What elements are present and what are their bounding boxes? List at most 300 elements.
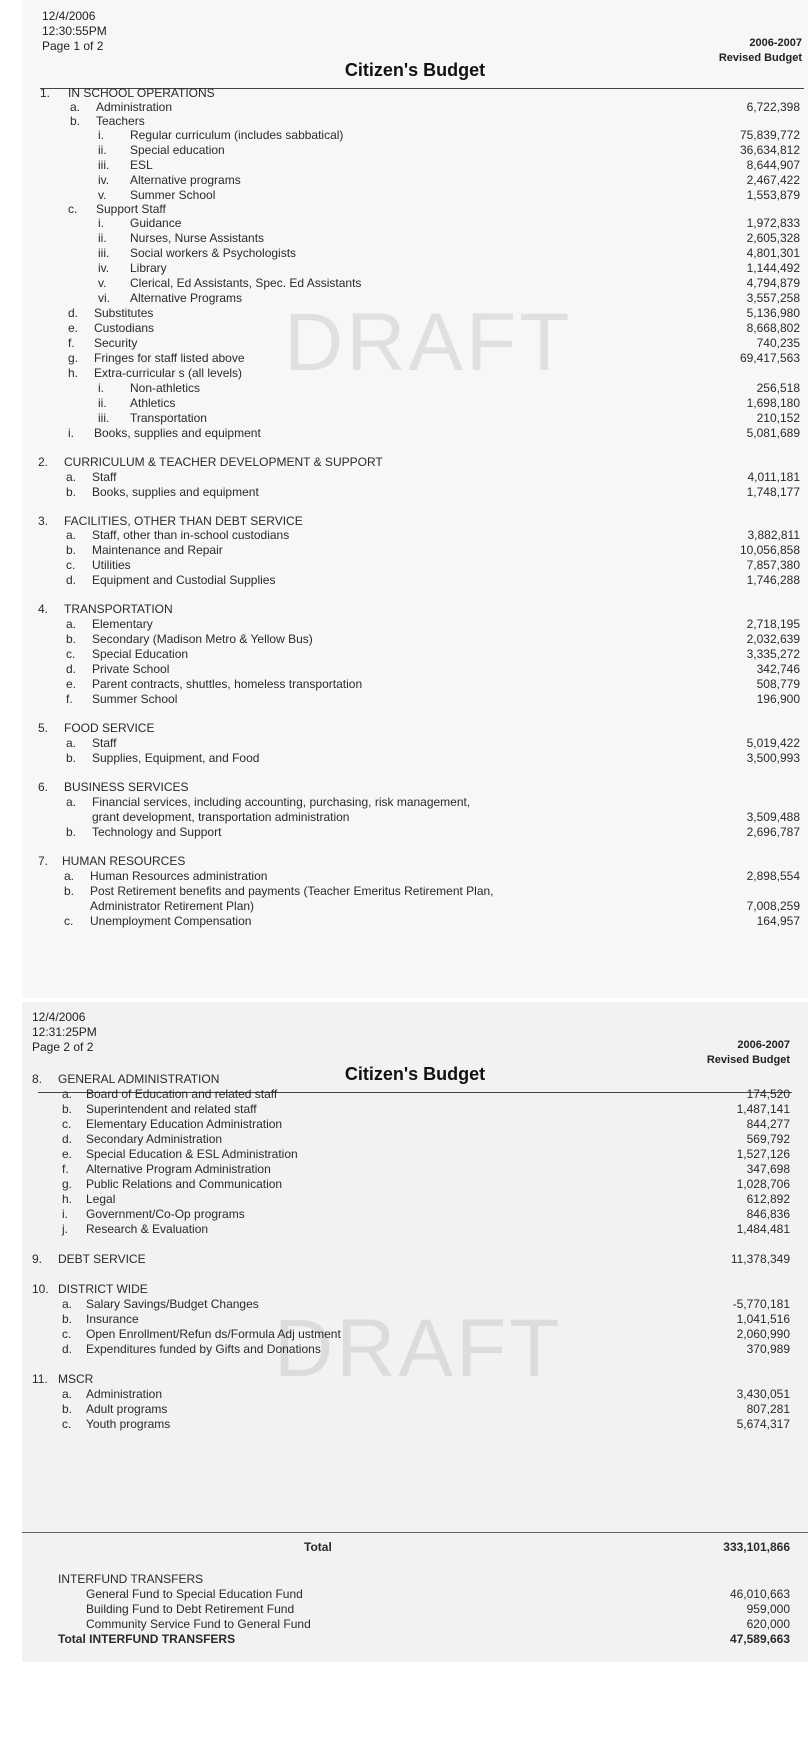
line-amount: 7,008,259 <box>746 899 800 913</box>
line-number: d. <box>68 306 79 320</box>
line-label: Financial services, including accounting, purchasing, risk management, <box>92 795 471 809</box>
print-time: 12:30:55PM <box>42 24 107 38</box>
line-amount: 5,019,422 <box>746 736 800 750</box>
line-label: Administration <box>86 1387 163 1401</box>
budget-line <box>22 632 808 648</box>
transfer-label: Community Service Fund to General Fund <box>86 1617 311 1631</box>
budget-line <box>22 1327 808 1343</box>
line-number: h. <box>62 1192 73 1206</box>
line-label: Alternative programs <box>130 173 241 187</box>
line-label: Salary Savings/Budget Changes <box>86 1297 259 1311</box>
line-amount: 3,430,051 <box>736 1387 790 1401</box>
line-number: i. <box>62 1207 68 1221</box>
line-label: Open Enrollment/Refun ds/Formula Adj ustment <box>86 1327 341 1341</box>
budget-line <box>22 692 808 708</box>
line-amount: 8,644,907 <box>746 158 800 172</box>
line-number: ii. <box>98 396 107 410</box>
line-number: a. <box>66 528 77 542</box>
line-number: a. <box>70 100 81 114</box>
line-label: Research & Evaluation <box>86 1222 209 1236</box>
budget-line <box>22 351 808 367</box>
line-number: 3. <box>38 514 49 528</box>
interfund-total-row <box>22 1632 808 1648</box>
line-amount: 807,281 <box>746 1402 790 1416</box>
line-number: iv. <box>98 261 110 275</box>
budget-line <box>22 1192 808 1208</box>
transfer-label: Total INTERFUND TRANSFERS <box>58 1632 236 1646</box>
print-time: 12:31:25PM <box>32 1025 97 1039</box>
line-amount: 69,417,563 <box>739 351 800 365</box>
report-title: Citizen's Budget <box>344 60 486 80</box>
line-number: e. <box>66 677 77 691</box>
line-label: Superintendent and related staff <box>86 1102 257 1116</box>
line-label: Administrator Retirement Plan) <box>90 899 255 913</box>
budget-line <box>22 647 808 663</box>
line-label: Elementary Education Administration <box>86 1117 283 1131</box>
budget-line <box>22 810 808 826</box>
line-label: Maintenance and Repair <box>92 543 223 557</box>
budget-line <box>22 173 808 189</box>
line-label: Regular curriculum (includes sabbatical) <box>130 128 344 142</box>
budget-line <box>22 914 808 930</box>
line-number: j. <box>62 1222 68 1236</box>
line-number: c. <box>66 558 76 572</box>
line-number: i. <box>98 128 104 142</box>
line-number: a. <box>66 470 77 484</box>
budget-line <box>22 1342 808 1358</box>
line-label: Technology and Support <box>92 825 222 839</box>
line-label: Secondary Administration <box>86 1132 223 1146</box>
line-amount: 3,500,993 <box>746 751 800 765</box>
line-number: e. <box>68 321 79 335</box>
line-label: Insurance <box>86 1312 139 1326</box>
line-number: f. <box>68 336 75 350</box>
line-number: d. <box>66 573 77 587</box>
report-page-1 <box>22 0 808 998</box>
budget-line-heading <box>22 1072 808 1088</box>
line-label: Nurses, Nurse Assistants <box>130 231 265 245</box>
line-label: Fringes for staff listed above <box>94 351 245 365</box>
transfer-amount: 46,010,663 <box>729 1587 790 1601</box>
line-label: Guidance <box>130 216 182 230</box>
budget-line <box>22 381 808 397</box>
line-label: grant development, transportation administration <box>92 810 350 824</box>
line-label: BUSINESS SERVICES <box>64 780 189 794</box>
line-label: Security <box>94 336 138 350</box>
grand-total-row <box>22 1540 808 1556</box>
budget-line <box>22 128 808 144</box>
line-number: 2. <box>38 455 49 469</box>
line-number: 4. <box>38 602 49 616</box>
line-label: Clerical, Ed Assistants, Spec. Ed Assistants <box>130 276 362 290</box>
line-label: MSCR <box>58 1372 94 1386</box>
line-number: i. <box>98 381 104 395</box>
print-date: 12/4/2006 <box>32 1010 86 1024</box>
budget-line-heading <box>22 795 808 811</box>
line-label: IN SCHOOL OPERATIONS <box>68 86 215 100</box>
line-label: Special Education <box>92 647 189 661</box>
line-number: b. <box>66 543 77 557</box>
budget-line <box>22 1312 808 1328</box>
total-rule <box>22 1532 808 1533</box>
line-amount: 36,634,812 <box>739 143 800 157</box>
budget-line <box>22 485 808 501</box>
line-label: Equipment and Custodial Supplies <box>92 573 276 587</box>
line-number: d. <box>62 1342 73 1356</box>
line-label: Extra-curricular s (all levels) <box>94 366 243 380</box>
budget-line-heading <box>22 455 808 471</box>
budget-line <box>22 143 808 159</box>
budget-line <box>22 1387 808 1403</box>
line-label: DEBT SERVICE <box>58 1252 146 1266</box>
budget-line <box>22 677 808 693</box>
line-amount: 5,081,689 <box>746 426 800 440</box>
line-label: Utilities <box>92 558 131 572</box>
line-number: iii. <box>98 411 110 425</box>
line-number: b. <box>62 1102 73 1116</box>
line-amount: 1,698,180 <box>746 396 800 410</box>
line-label: Legal <box>86 1192 116 1206</box>
line-amount: 7,857,380 <box>746 558 800 572</box>
report-header-meta <box>42 9 107 54</box>
line-number: a. <box>66 736 77 750</box>
budget-line-heading <box>22 602 808 618</box>
line-label: Human Resources administration <box>90 869 268 883</box>
line-label: Board of Education and related staff <box>86 1087 278 1101</box>
line-number: b. <box>66 632 77 646</box>
line-number: b. <box>66 751 77 765</box>
line-label: Books, supplies and equipment <box>94 426 261 440</box>
line-label: Library <box>130 261 167 275</box>
line-number: g. <box>62 1177 73 1191</box>
line-number: f. <box>66 692 73 706</box>
line-label: Alternative Program Administration <box>86 1162 271 1176</box>
line-number: iv. <box>98 173 110 187</box>
line-amount: 1,972,833 <box>746 216 800 230</box>
line-label: FOOD SERVICE <box>64 721 155 735</box>
line-label: Unemployment Compensation <box>90 914 252 928</box>
budget-line <box>22 1417 808 1433</box>
budget-line <box>22 528 808 544</box>
budget-line <box>22 426 808 442</box>
line-amount: 370,989 <box>746 1342 790 1356</box>
budget-line <box>22 825 808 841</box>
line-label: Post Retirement benefits and payments (Teacher Emeritus Retirement Plan, <box>90 884 494 898</box>
line-label: HUMAN RESOURCES <box>62 854 186 868</box>
line-amount: 1,527,126 <box>736 1147 790 1161</box>
budget-line <box>22 1147 808 1163</box>
line-label: TRANSPORTATION <box>64 602 173 616</box>
line-amount: 8,668,802 <box>746 321 800 335</box>
line-amount: 3,882,811 <box>747 528 800 542</box>
line-amount: 1,553,879 <box>746 188 800 202</box>
line-label: Non-athletics <box>130 381 201 395</box>
line-number: c. <box>62 1417 72 1431</box>
budget-line-heading <box>22 721 808 737</box>
budget-line <box>22 396 808 412</box>
budget-type: Revised Budget <box>718 52 802 64</box>
line-label: Special education <box>130 143 225 157</box>
line-label: Summer School <box>130 188 216 202</box>
budget-line <box>22 291 808 307</box>
budget-line <box>22 617 808 633</box>
budget-line <box>22 1297 808 1313</box>
line-number: ii. <box>98 143 107 157</box>
line-label: GENERAL ADMINISTRATION <box>58 1072 220 1086</box>
line-number: d. <box>66 662 77 676</box>
budget-line <box>22 1252 808 1268</box>
line-amount: 1,748,177 <box>746 485 800 499</box>
line-label: Staff, other than in-school custodians <box>92 528 290 542</box>
budget-line <box>22 899 808 915</box>
line-label: Youth programs <box>86 1417 171 1431</box>
budget-line-heading <box>22 1282 808 1298</box>
line-amount: 740,235 <box>756 336 800 350</box>
transfer-label: Building Fund to Debt Retirement Fund <box>86 1602 295 1616</box>
line-amount: 256,518 <box>756 381 800 395</box>
line-number: 11. <box>32 1372 48 1386</box>
transfer-amount: 47,589,663 <box>729 1632 790 1646</box>
line-amount: 612,892 <box>746 1192 790 1206</box>
line-label: Supplies, Equipment, and Food <box>92 751 260 765</box>
line-number: e. <box>62 1147 73 1161</box>
page-number: Page 1 of 2 <box>42 39 104 53</box>
line-amount: 2,718,195 <box>746 617 800 631</box>
line-label: Elementary <box>92 617 153 631</box>
line-label: Staff <box>92 736 117 750</box>
budget-line <box>22 573 808 589</box>
line-label: Custodians <box>94 321 155 335</box>
budget-line <box>22 736 808 752</box>
line-number: f. <box>62 1162 69 1176</box>
budget-line <box>22 306 808 322</box>
line-label: Parent contracts, shuttles, homeless transportation <box>92 677 363 691</box>
budget-line <box>22 1222 808 1238</box>
line-amount: 2,032,639 <box>746 632 800 646</box>
line-number: v. <box>98 188 107 202</box>
line-number: a. <box>66 795 77 809</box>
line-amount: 3,335,272 <box>746 647 800 661</box>
line-label: Social workers & Psychologists <box>130 246 297 260</box>
line-number: c. <box>62 1327 72 1341</box>
line-label: DISTRICT WIDE <box>58 1282 148 1296</box>
budget-line <box>22 158 808 174</box>
line-number: i. <box>98 216 104 230</box>
line-amount: 1,028,706 <box>736 1177 790 1191</box>
budget-year: 2006-2007 <box>749 37 802 49</box>
line-number: b. <box>66 485 77 499</box>
line-label: ESL <box>130 158 153 172</box>
line-number: 7. <box>38 854 49 868</box>
budget-line <box>22 662 808 678</box>
line-label: Summer School <box>92 692 178 706</box>
budget-line-heading <box>22 1372 808 1388</box>
line-label: Administration <box>96 100 173 114</box>
line-number: a. <box>62 1297 73 1311</box>
budget-line <box>22 1177 808 1193</box>
line-amount: 4,011,181 <box>747 470 800 484</box>
line-amount: 3,509,488 <box>746 810 800 824</box>
line-label: Public Relations and Communication <box>86 1177 283 1191</box>
transfer-label: General Fund to Special Education Fund <box>86 1587 303 1601</box>
budget-line <box>22 1162 808 1178</box>
line-amount: 5,674,317 <box>736 1417 790 1431</box>
line-label: Athletics <box>130 396 176 410</box>
budget-line <box>22 246 808 262</box>
budget-line <box>22 216 808 232</box>
interfund-line <box>22 1587 808 1603</box>
budget-line <box>22 261 808 277</box>
line-number: b. <box>62 1312 73 1326</box>
budget-line <box>22 1117 808 1133</box>
budget-line <box>22 1132 808 1148</box>
line-amount: 347,698 <box>746 1162 790 1176</box>
line-amount: 2,467,422 <box>746 173 800 187</box>
line-amount: 2,898,554 <box>746 869 800 883</box>
grand-total-value: 333,101,866 <box>723 1540 790 1554</box>
line-amount: 5,136,980 <box>746 306 800 320</box>
budget-line-heading <box>22 884 808 900</box>
line-number: 8. <box>32 1072 43 1086</box>
line-amount: 342,746 <box>756 662 800 676</box>
budget-line <box>22 1207 808 1223</box>
budget-type: Revised Budget <box>706 1054 790 1066</box>
budget-line <box>22 1402 808 1418</box>
budget-line-heading <box>22 366 808 382</box>
line-number: b. <box>62 1402 73 1416</box>
line-label: Secondary (Madison Metro & Yellow Bus) <box>92 632 313 646</box>
line-number: g. <box>68 351 79 365</box>
line-amount: 2,060,990 <box>736 1327 790 1341</box>
line-amount: 1,746,288 <box>746 573 800 587</box>
budget-line <box>22 1087 808 1103</box>
grand-total-label: Total <box>304 1540 332 1554</box>
line-label: Expenditures funded by Gifts and Donations <box>86 1342 321 1356</box>
line-amount: 1,144,492 <box>746 261 800 275</box>
line-number: 1. <box>40 86 51 100</box>
line-number: a. <box>66 617 77 631</box>
transfer-amount: 620,000 <box>746 1617 790 1631</box>
line-label: Teachers <box>96 114 145 128</box>
budget-year: 2006-2007 <box>737 1039 790 1051</box>
budget-line <box>22 231 808 247</box>
line-amount: 196,900 <box>756 692 800 706</box>
page-number: Page 2 of 2 <box>32 1040 94 1054</box>
line-label: FACILITIES, OTHER THAN DEBT SERVICE <box>64 514 303 528</box>
budget-line-heading <box>22 780 808 796</box>
line-number: i. <box>68 426 74 440</box>
line-number: b. <box>64 884 75 898</box>
line-amount: 4,794,879 <box>746 276 800 290</box>
budget-line <box>22 411 808 427</box>
line-amount: 1,487,141 <box>736 1102 790 1116</box>
line-number: c. <box>66 647 76 661</box>
line-amount: 4,801,301 <box>746 246 800 260</box>
budget-line <box>22 276 808 292</box>
line-amount: -5,770,181 <box>732 1297 790 1311</box>
budget-line <box>22 543 808 559</box>
draft-watermark: DRAFT <box>284 297 573 388</box>
line-number: ii. <box>98 231 107 245</box>
line-number: b. <box>66 825 77 839</box>
line-amount: 174,520 <box>746 1087 790 1101</box>
line-label: Staff <box>92 470 117 484</box>
draft-watermark: DRAFT <box>274 1303 563 1394</box>
line-label: Private School <box>92 662 170 676</box>
line-number: 10. <box>32 1282 49 1296</box>
line-number: c. <box>68 202 78 216</box>
budget-line <box>22 751 808 767</box>
line-number: b. <box>70 114 81 128</box>
line-amount: 210,152 <box>756 411 800 425</box>
budget-line <box>22 1102 808 1118</box>
report-header-meta <box>32 1010 97 1055</box>
transfer-amount: 959,000 <box>746 1602 790 1616</box>
line-number: a. <box>64 869 75 883</box>
budget-line <box>22 869 808 885</box>
line-number: a. <box>62 1087 73 1101</box>
line-number: h. <box>68 366 79 380</box>
budget-line <box>22 470 808 486</box>
line-amount: 6,722,398 <box>746 100 800 114</box>
line-amount: 164,957 <box>756 914 800 928</box>
line-amount: 75,839,772 <box>739 128 800 142</box>
transfer-label: INTERFUND TRANSFERS <box>58 1572 204 1586</box>
line-number: d. <box>62 1132 73 1146</box>
line-number: c. <box>62 1117 72 1131</box>
line-number: 9. <box>32 1252 43 1266</box>
report-title: Citizen's Budget <box>344 1064 486 1084</box>
line-label: Books, supplies and equipment <box>92 485 259 499</box>
line-number: v. <box>98 276 107 290</box>
report-page-2 <box>22 1002 808 1662</box>
line-amount: 569,792 <box>746 1132 790 1146</box>
line-label: Alternative Programs <box>130 291 243 305</box>
line-label: CURRICULUM & TEACHER DEVELOPMENT & SUPPORT <box>64 455 383 469</box>
line-amount: 11,378,349 <box>730 1252 790 1266</box>
line-amount: 846,836 <box>746 1207 790 1221</box>
line-amount: 508,779 <box>756 677 800 691</box>
line-amount: 10,056,858 <box>739 543 800 557</box>
line-number: vi. <box>98 291 110 305</box>
interfund-heading <box>22 1572 808 1588</box>
line-number: iii. <box>98 246 110 260</box>
budget-line <box>22 558 808 574</box>
print-date: 12/4/2006 <box>42 9 96 23</box>
line-label: Government/Co-Op programs <box>86 1207 245 1221</box>
line-number: a. <box>62 1387 73 1401</box>
interfund-line <box>22 1617 808 1633</box>
line-label: Special Education & ESL Administration <box>86 1147 298 1161</box>
line-amount: 3,557,258 <box>746 291 800 305</box>
line-label: Adult programs <box>86 1402 168 1416</box>
line-number: c. <box>64 914 74 928</box>
budget-line <box>22 321 808 337</box>
line-number: iii. <box>98 158 110 172</box>
line-label: Transportation <box>130 411 207 425</box>
line-label: Support Staff <box>96 202 166 216</box>
line-amount: 1,041,516 <box>736 1312 790 1326</box>
interfund-line <box>22 1602 808 1618</box>
line-amount: 2,605,328 <box>746 231 800 245</box>
line-label: Substitutes <box>94 306 154 320</box>
line-number: 5. <box>38 721 49 735</box>
line-number: 6. <box>38 780 49 794</box>
line-amount: 844,277 <box>746 1117 790 1131</box>
line-amount: 2,696,787 <box>746 825 800 839</box>
budget-line-heading <box>22 854 808 870</box>
budget-line <box>22 336 808 352</box>
